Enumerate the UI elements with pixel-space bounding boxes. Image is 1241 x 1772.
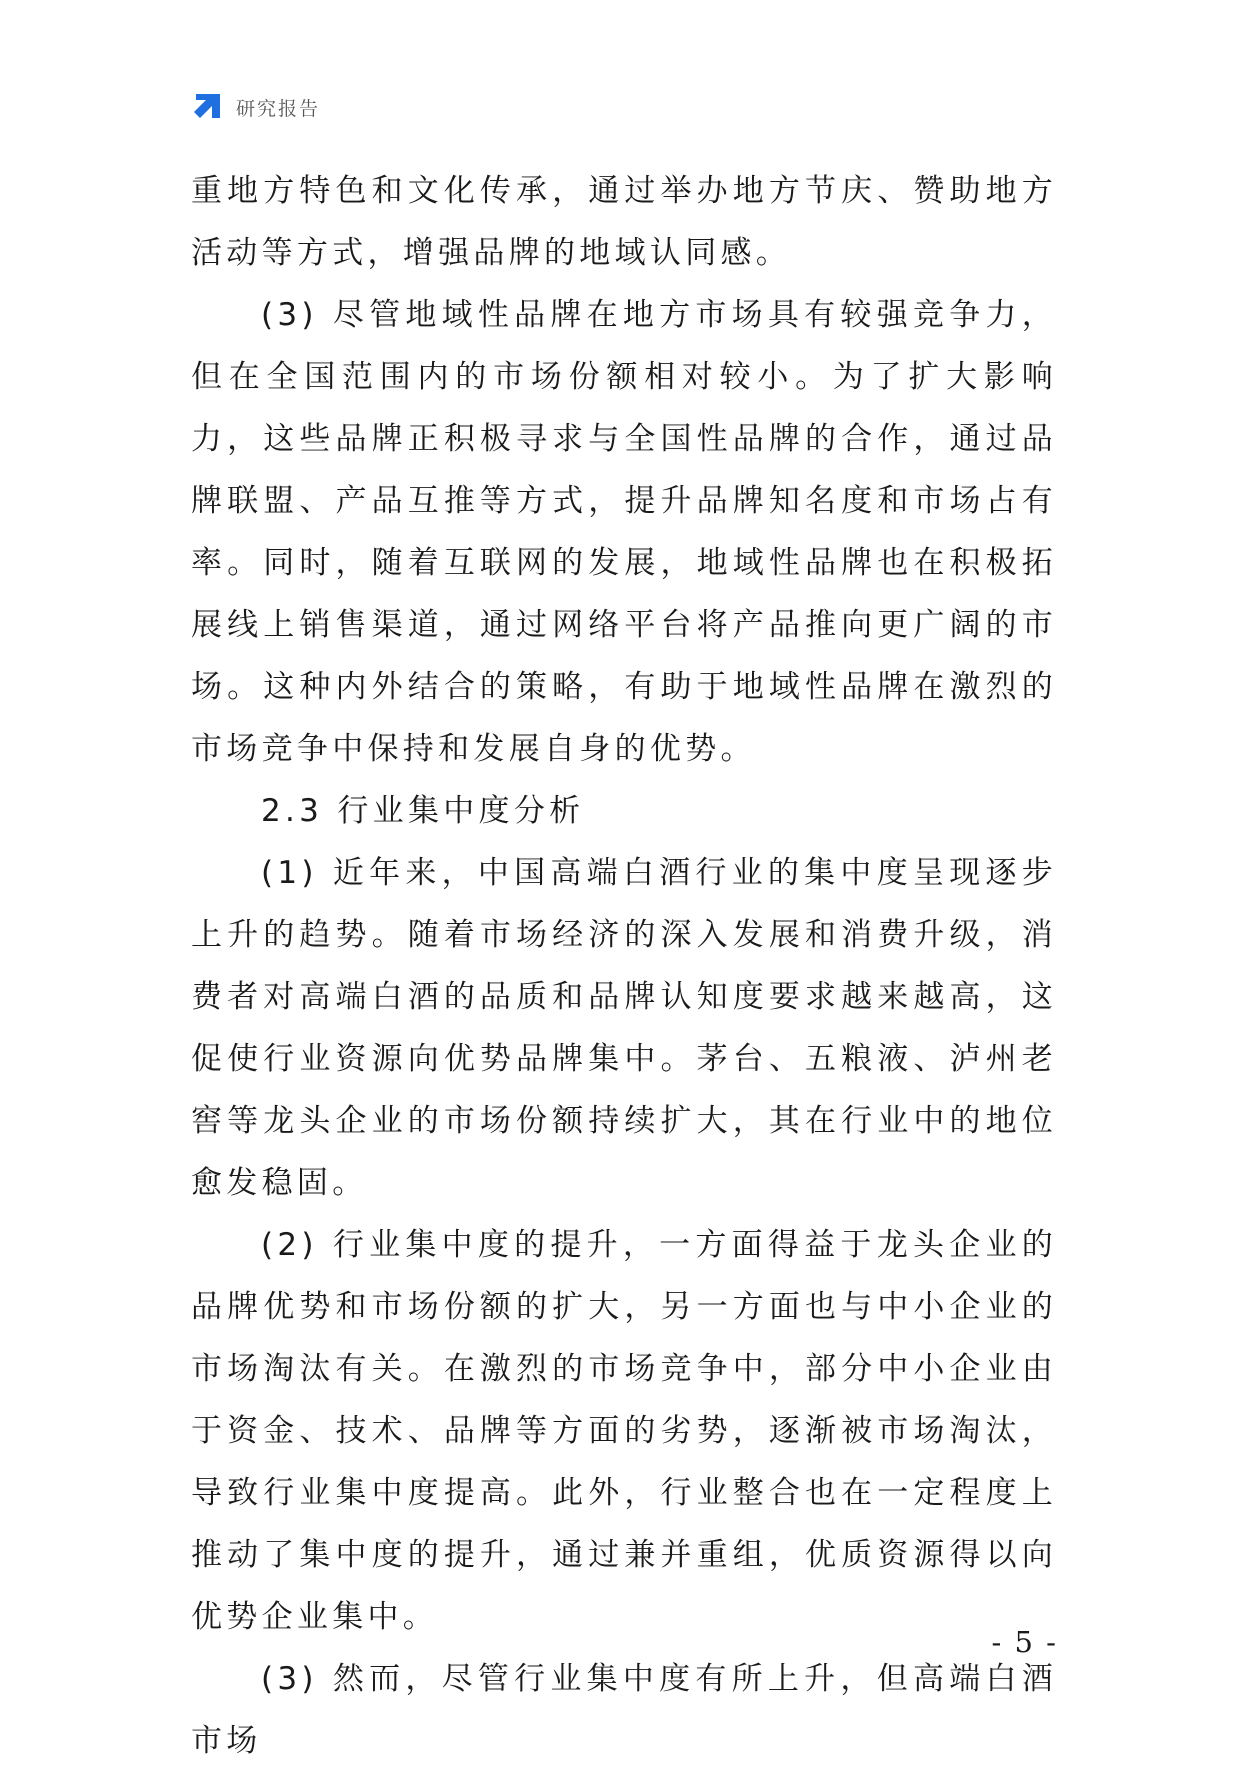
report-header — [190, 90, 320, 124]
paragraph-continued: 重地方特色和文化传承，通过举办地方节庆、赞助地方活动等方式，增强品牌的地域认同感。 — [191, 173, 1057, 271]
page-number: - 5 - — [991, 1625, 1058, 1659]
paragraph-concentration-1: (1) 近年来，中国高端白酒行业的集中度呈现逐步上升的趋势。随着市场经济的深入发展和消费升级，消费者对高端白酒的品质和品牌认知度要求越来越高，这促使行业资源向优势品牌集中。茅台、五粮液、泸州老窖等龙头企业的市场份额持续扩大，其在行业中的地位愈发稳固。 — [191, 855, 1057, 1201]
paragraph-concentration-2: (2) 行业集中度的提升，一方面得益于龙头企业的品牌优势和市场份额的扩大，另一方面也与中小企业的市场淘汰有关。在激烈的市场竞争中，部分中小企业由于资金、技术、品牌等方面的劣势，逐渐被市场淘汰，导致行业集中度提高。此外，行业整合也在一定程度上推动了集中度的提升，通过兼并重组，优质资源得以向优势企业集中。 — [191, 1227, 1057, 1635]
document-body — [191, 160, 1057, 1772]
arrow-logo-icon — [190, 90, 224, 124]
paragraph-concentration-3: (3) 然而，尽管行业集中度有所上升，但高端白酒市场 — [191, 1661, 1057, 1759]
paragraph-regional-brands-3: (3) 尽管地域性品牌在地方市场具有较强竞争力，但在全国范围内的市场份额相对较小。为了扩大影响力，这些品牌正积极寻求与全国性品牌的合作，通过品牌联盟、产品互推等方式，提升品牌知名度和市场占有率。同时，随着互联网的发展，地域性品牌也在积极拓展线上销售渠道，通过网络平台将产品推向更广阔的市场。这种内外结合的策略，有助于地域性品牌在激烈的市场竞争中保持和发展自身的优势。 — [191, 297, 1057, 767]
header-title: 研究报告 — [236, 97, 321, 120]
section-heading-2-3: 2.3 行业集中度分析 — [261, 793, 585, 829]
